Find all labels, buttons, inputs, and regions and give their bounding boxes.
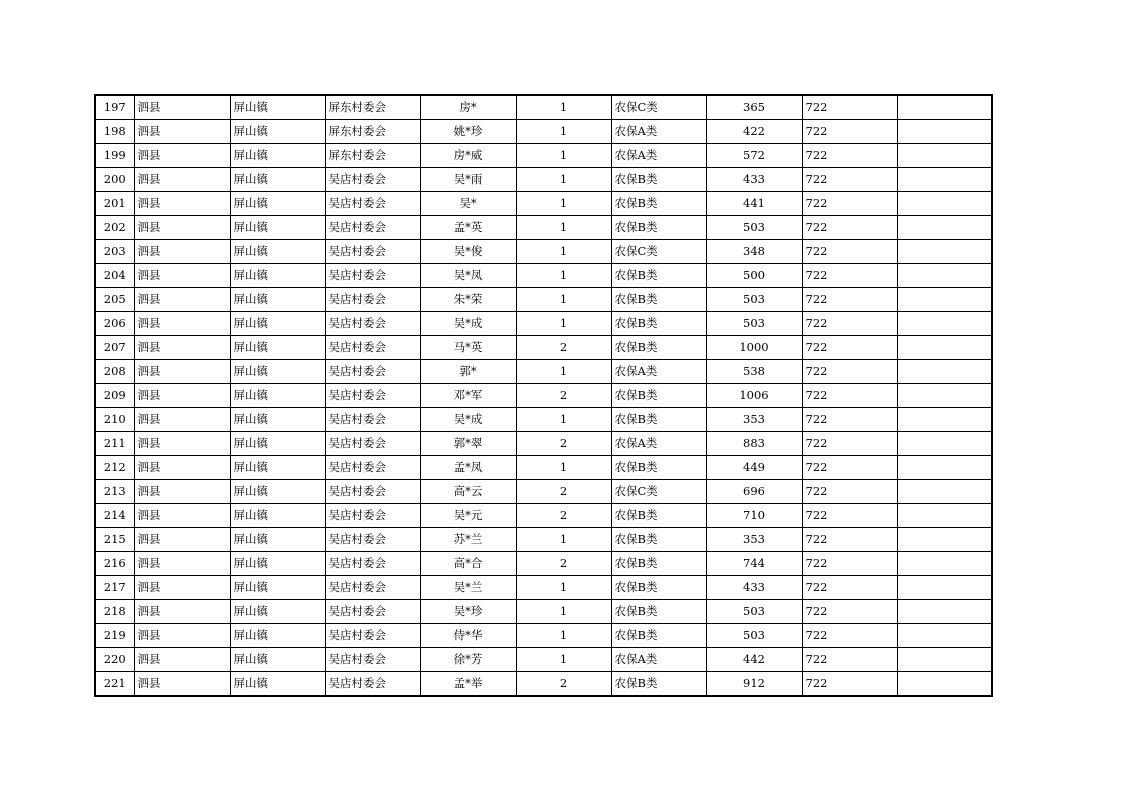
household-count-cell: 2 <box>516 432 611 456</box>
county-cell: 泗县 <box>134 504 230 528</box>
county-cell: 泗县 <box>134 408 230 432</box>
table-row <box>95 240 992 264</box>
amount-cell: 503 <box>706 288 802 312</box>
county-cell: 泗县 <box>134 624 230 648</box>
amount-cell: 710 <box>706 504 802 528</box>
standard-cell: 722 <box>802 528 897 552</box>
town-cell: 屏山镇 <box>230 120 325 144</box>
village-cell: 屏东村委会 <box>325 95 420 120</box>
table-row <box>95 95 992 120</box>
village-cell: 吴店村委会 <box>325 336 420 360</box>
household-count-cell: 2 <box>516 672 611 697</box>
town-cell: 屏山镇 <box>230 216 325 240</box>
amount-cell: 353 <box>706 408 802 432</box>
amount-cell: 433 <box>706 576 802 600</box>
row-number-cell: 198 <box>95 120 134 144</box>
table-row <box>95 528 992 552</box>
household-count-cell: 1 <box>516 264 611 288</box>
household-count-cell: 1 <box>516 648 611 672</box>
county-cell: 泗县 <box>134 120 230 144</box>
name-cell: 吴*雨 <box>420 168 516 192</box>
amount-cell: 441 <box>706 192 802 216</box>
village-cell: 吴店村委会 <box>325 480 420 504</box>
household-count-cell: 1 <box>516 576 611 600</box>
village-cell: 吴店村委会 <box>325 648 420 672</box>
remark-cell <box>897 216 992 240</box>
household-count-cell: 1 <box>516 312 611 336</box>
remark-cell <box>897 600 992 624</box>
town-cell: 屏山镇 <box>230 432 325 456</box>
category-cell: 农保B类 <box>611 216 706 240</box>
table-row <box>95 624 992 648</box>
category-cell: 农保A类 <box>611 144 706 168</box>
category-cell: 农保A类 <box>611 432 706 456</box>
amount-cell: 912 <box>706 672 802 697</box>
name-cell: 吴*元 <box>420 504 516 528</box>
household-count-cell: 2 <box>516 384 611 408</box>
amount-cell: 503 <box>706 312 802 336</box>
name-cell: 苏*兰 <box>420 528 516 552</box>
table-row <box>95 192 992 216</box>
county-cell: 泗县 <box>134 672 230 697</box>
town-cell: 屏山镇 <box>230 672 325 697</box>
category-cell: 农保B类 <box>611 456 706 480</box>
village-cell: 吴店村委会 <box>325 240 420 264</box>
standard-cell: 722 <box>802 312 897 336</box>
remark-cell <box>897 240 992 264</box>
row-number-cell: 216 <box>95 552 134 576</box>
row-number-cell: 200 <box>95 168 134 192</box>
remark-cell <box>897 408 992 432</box>
category-cell: 农保C类 <box>611 95 706 120</box>
row-number-cell: 208 <box>95 360 134 384</box>
county-cell: 泗县 <box>134 600 230 624</box>
name-cell: 房*威 <box>420 144 516 168</box>
county-cell: 泗县 <box>134 552 230 576</box>
county-cell: 泗县 <box>134 480 230 504</box>
town-cell: 屏山镇 <box>230 648 325 672</box>
category-cell: 农保B类 <box>611 624 706 648</box>
town-cell: 屏山镇 <box>230 168 325 192</box>
category-cell: 农保B类 <box>611 528 706 552</box>
village-cell: 吴店村委会 <box>325 360 420 384</box>
table-row <box>95 360 992 384</box>
town-cell: 屏山镇 <box>230 480 325 504</box>
village-cell: 吴店村委会 <box>325 672 420 697</box>
name-cell: 朱*荣 <box>420 288 516 312</box>
name-cell: 吴* <box>420 192 516 216</box>
standard-cell: 722 <box>802 144 897 168</box>
row-number-cell: 199 <box>95 144 134 168</box>
town-cell: 屏山镇 <box>230 360 325 384</box>
county-cell: 泗县 <box>134 456 230 480</box>
row-number-cell: 211 <box>95 432 134 456</box>
amount-cell: 500 <box>706 264 802 288</box>
table-row <box>95 312 992 336</box>
standard-cell: 722 <box>802 216 897 240</box>
remark-cell <box>897 432 992 456</box>
standard-cell: 722 <box>802 576 897 600</box>
town-cell: 屏山镇 <box>230 624 325 648</box>
standard-cell: 722 <box>802 288 897 312</box>
household-count-cell: 1 <box>516 288 611 312</box>
row-number-cell: 221 <box>95 672 134 697</box>
amount-cell: 353 <box>706 528 802 552</box>
town-cell: 屏山镇 <box>230 240 325 264</box>
town-cell: 屏山镇 <box>230 192 325 216</box>
name-cell: 吴*兰 <box>420 576 516 600</box>
village-cell: 吴店村委会 <box>325 288 420 312</box>
remark-cell <box>897 552 992 576</box>
amount-cell: 449 <box>706 456 802 480</box>
row-number-cell: 214 <box>95 504 134 528</box>
name-cell: 高*合 <box>420 552 516 576</box>
town-cell: 屏山镇 <box>230 504 325 528</box>
category-cell: 农保B类 <box>611 672 706 697</box>
name-cell: 吴*俊 <box>420 240 516 264</box>
household-count-cell: 1 <box>516 192 611 216</box>
remark-cell <box>897 312 992 336</box>
table-row <box>95 288 992 312</box>
standard-cell: 722 <box>802 240 897 264</box>
standard-cell: 722 <box>802 600 897 624</box>
table-body <box>95 95 992 696</box>
standard-cell: 722 <box>802 456 897 480</box>
table-row <box>95 432 992 456</box>
village-cell: 吴店村委会 <box>325 528 420 552</box>
name-cell: 吴*凤 <box>420 264 516 288</box>
remark-cell <box>897 480 992 504</box>
village-cell: 吴店村委会 <box>325 624 420 648</box>
category-cell: 农保B类 <box>611 168 706 192</box>
amount-cell: 883 <box>706 432 802 456</box>
row-number-cell: 210 <box>95 408 134 432</box>
name-cell: 徐*芳 <box>420 648 516 672</box>
table-row <box>95 504 992 528</box>
amount-cell: 503 <box>706 216 802 240</box>
amount-cell: 572 <box>706 144 802 168</box>
category-cell: 农保B类 <box>611 192 706 216</box>
standard-cell: 722 <box>802 648 897 672</box>
amount-cell: 365 <box>706 95 802 120</box>
household-count-cell: 1 <box>516 120 611 144</box>
row-number-cell: 215 <box>95 528 134 552</box>
town-cell: 屏山镇 <box>230 528 325 552</box>
standard-cell: 722 <box>802 360 897 384</box>
table-row <box>95 480 992 504</box>
name-cell: 马*英 <box>420 336 516 360</box>
table-row <box>95 576 992 600</box>
household-count-cell: 2 <box>516 504 611 528</box>
household-count-cell: 1 <box>516 360 611 384</box>
county-cell: 泗县 <box>134 192 230 216</box>
village-cell: 吴店村委会 <box>325 504 420 528</box>
county-cell: 泗县 <box>134 336 230 360</box>
standard-cell: 722 <box>802 168 897 192</box>
name-cell: 孟*举 <box>420 672 516 697</box>
county-cell: 泗县 <box>134 312 230 336</box>
category-cell: 农保B类 <box>611 600 706 624</box>
village-cell: 吴店村委会 <box>325 216 420 240</box>
row-number-cell: 205 <box>95 288 134 312</box>
household-count-cell: 1 <box>516 144 611 168</box>
standard-cell: 722 <box>802 192 897 216</box>
name-cell: 高*云 <box>420 480 516 504</box>
name-cell: 孟*凤 <box>420 456 516 480</box>
amount-cell: 503 <box>706 624 802 648</box>
village-cell: 吴店村委会 <box>325 552 420 576</box>
remark-cell <box>897 336 992 360</box>
table-row <box>95 552 992 576</box>
category-cell: 农保A类 <box>611 360 706 384</box>
standard-cell: 722 <box>802 480 897 504</box>
standard-cell: 722 <box>802 504 897 528</box>
table-row <box>95 216 992 240</box>
household-count-cell: 1 <box>516 456 611 480</box>
row-number-cell: 207 <box>95 336 134 360</box>
county-cell: 泗县 <box>134 95 230 120</box>
household-count-cell: 1 <box>516 216 611 240</box>
remark-cell <box>897 168 992 192</box>
standard-cell: 722 <box>802 672 897 697</box>
category-cell: 农保B类 <box>611 576 706 600</box>
town-cell: 屏山镇 <box>230 456 325 480</box>
amount-cell: 1006 <box>706 384 802 408</box>
category-cell: 农保B类 <box>611 336 706 360</box>
amount-cell: 433 <box>706 168 802 192</box>
county-cell: 泗县 <box>134 432 230 456</box>
category-cell: 农保B类 <box>611 288 706 312</box>
table-row <box>95 168 992 192</box>
standard-cell: 722 <box>802 95 897 120</box>
village-cell: 吴店村委会 <box>325 264 420 288</box>
table-row <box>95 264 992 288</box>
name-cell: 姚*珍 <box>420 120 516 144</box>
amount-cell: 422 <box>706 120 802 144</box>
standard-cell: 722 <box>802 336 897 360</box>
name-cell: 邓*军 <box>420 384 516 408</box>
village-cell: 吴店村委会 <box>325 456 420 480</box>
village-cell: 屏东村委会 <box>325 120 420 144</box>
remark-cell <box>897 576 992 600</box>
village-cell: 吴店村委会 <box>325 192 420 216</box>
standard-cell: 722 <box>802 432 897 456</box>
village-cell: 吴店村委会 <box>325 384 420 408</box>
amount-cell: 503 <box>706 600 802 624</box>
remark-cell <box>897 528 992 552</box>
county-cell: 泗县 <box>134 264 230 288</box>
name-cell: 侍*华 <box>420 624 516 648</box>
row-number-cell: 217 <box>95 576 134 600</box>
amount-cell: 348 <box>706 240 802 264</box>
category-cell: 农保C类 <box>611 480 706 504</box>
village-cell: 吴店村委会 <box>325 168 420 192</box>
table-row <box>95 384 992 408</box>
name-cell: 郭* <box>420 360 516 384</box>
category-cell: 农保B类 <box>611 264 706 288</box>
standard-cell: 722 <box>802 120 897 144</box>
standard-cell: 722 <box>802 384 897 408</box>
standard-cell: 722 <box>802 624 897 648</box>
category-cell: 农保B类 <box>611 384 706 408</box>
household-count-cell: 2 <box>516 480 611 504</box>
row-number-cell: 213 <box>95 480 134 504</box>
category-cell: 农保B类 <box>611 312 706 336</box>
village-cell: 吴店村委会 <box>325 432 420 456</box>
town-cell: 屏山镇 <box>230 264 325 288</box>
row-number-cell: 209 <box>95 384 134 408</box>
category-cell: 农保B类 <box>611 408 706 432</box>
standard-cell: 722 <box>802 552 897 576</box>
table-row <box>95 120 992 144</box>
row-number-cell: 197 <box>95 95 134 120</box>
county-cell: 泗县 <box>134 576 230 600</box>
town-cell: 屏山镇 <box>230 600 325 624</box>
remark-cell <box>897 504 992 528</box>
household-count-cell: 2 <box>516 336 611 360</box>
category-cell: 农保A类 <box>611 648 706 672</box>
remark-cell <box>897 95 992 120</box>
town-cell: 屏山镇 <box>230 95 325 120</box>
household-count-cell: 1 <box>516 408 611 432</box>
standard-cell: 722 <box>802 264 897 288</box>
remark-cell <box>897 384 992 408</box>
table-row <box>95 144 992 168</box>
amount-cell: 1000 <box>706 336 802 360</box>
table-row <box>95 456 992 480</box>
county-cell: 泗县 <box>134 360 230 384</box>
household-count-cell: 1 <box>516 168 611 192</box>
county-cell: 泗县 <box>134 168 230 192</box>
remark-cell <box>897 360 992 384</box>
village-cell: 吴店村委会 <box>325 312 420 336</box>
county-cell: 泗县 <box>134 384 230 408</box>
remark-cell <box>897 648 992 672</box>
household-count-cell: 1 <box>516 95 611 120</box>
town-cell: 屏山镇 <box>230 336 325 360</box>
name-cell: 郭*翠 <box>420 432 516 456</box>
amount-cell: 442 <box>706 648 802 672</box>
county-cell: 泗县 <box>134 144 230 168</box>
row-number-cell: 220 <box>95 648 134 672</box>
category-cell: 农保A类 <box>611 120 706 144</box>
household-count-cell: 1 <box>516 240 611 264</box>
row-number-cell: 203 <box>95 240 134 264</box>
household-count-cell: 1 <box>516 528 611 552</box>
remark-cell <box>897 192 992 216</box>
amount-cell: 696 <box>706 480 802 504</box>
row-number-cell: 219 <box>95 624 134 648</box>
remark-cell <box>897 264 992 288</box>
table-row <box>95 336 992 360</box>
county-cell: 泗县 <box>134 288 230 312</box>
table-row <box>95 672 992 697</box>
row-number-cell: 212 <box>95 456 134 480</box>
amount-cell: 538 <box>706 360 802 384</box>
household-count-cell: 2 <box>516 552 611 576</box>
table-row <box>95 648 992 672</box>
town-cell: 屏山镇 <box>230 312 325 336</box>
town-cell: 屏山镇 <box>230 288 325 312</box>
town-cell: 屏山镇 <box>230 576 325 600</box>
row-number-cell: 218 <box>95 600 134 624</box>
remark-cell <box>897 624 992 648</box>
remark-cell <box>897 456 992 480</box>
county-cell: 泗县 <box>134 216 230 240</box>
row-number-cell: 202 <box>95 216 134 240</box>
amount-cell: 744 <box>706 552 802 576</box>
county-cell: 泗县 <box>134 648 230 672</box>
category-cell: 农保B类 <box>611 504 706 528</box>
name-cell: 吴*成 <box>420 312 516 336</box>
remark-cell <box>897 120 992 144</box>
household-count-cell: 1 <box>516 624 611 648</box>
category-cell: 农保C类 <box>611 240 706 264</box>
village-cell: 吴店村委会 <box>325 576 420 600</box>
village-cell: 吴店村委会 <box>325 408 420 432</box>
name-cell: 吴*成 <box>420 408 516 432</box>
remark-cell <box>897 672 992 697</box>
category-cell: 农保B类 <box>611 552 706 576</box>
household-count-cell: 1 <box>516 600 611 624</box>
name-cell: 孟*英 <box>420 216 516 240</box>
standard-cell: 722 <box>802 408 897 432</box>
town-cell: 屏山镇 <box>230 144 325 168</box>
name-cell: 吴*珍 <box>420 600 516 624</box>
county-cell: 泗县 <box>134 240 230 264</box>
data-table <box>94 94 993 697</box>
table-row <box>95 408 992 432</box>
row-number-cell: 201 <box>95 192 134 216</box>
table-row <box>95 600 992 624</box>
remark-cell <box>897 144 992 168</box>
town-cell: 屏山镇 <box>230 408 325 432</box>
remark-cell <box>897 288 992 312</box>
name-cell: 房* <box>420 95 516 120</box>
row-number-cell: 204 <box>95 264 134 288</box>
town-cell: 屏山镇 <box>230 552 325 576</box>
village-cell: 吴店村委会 <box>325 600 420 624</box>
village-cell: 屏东村委会 <box>325 144 420 168</box>
county-cell: 泗县 <box>134 528 230 552</box>
row-number-cell: 206 <box>95 312 134 336</box>
town-cell: 屏山镇 <box>230 384 325 408</box>
